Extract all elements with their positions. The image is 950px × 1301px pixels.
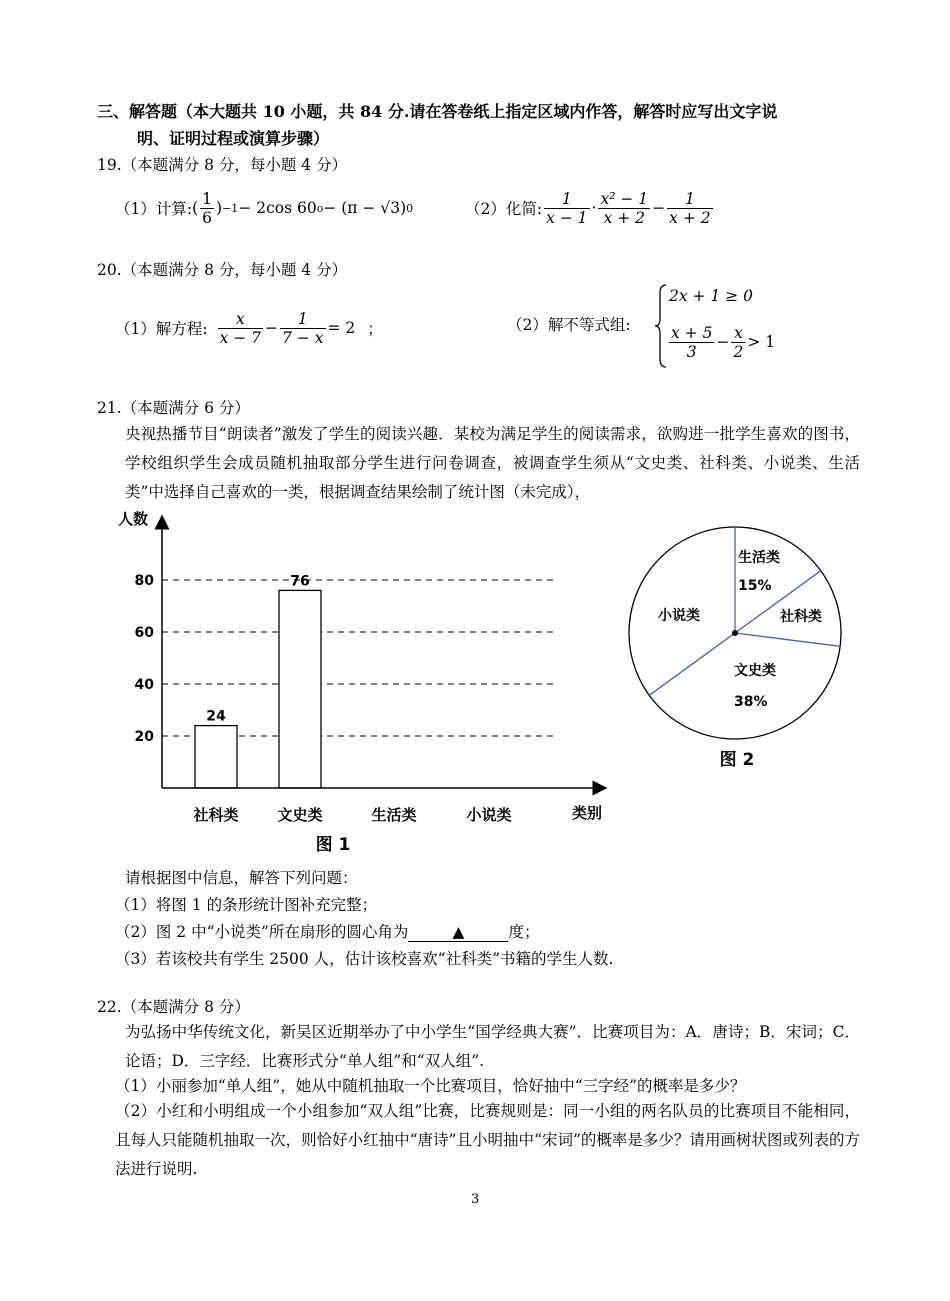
fraction-numerator: x² − 1 [600,189,649,208]
q21-sub2 [115,920,539,942]
x-tick-label: 社科类 [193,806,239,824]
q20-part1 [115,303,383,353]
fraction-numerator: 1 [202,189,213,208]
q21-sub1: （1）将图 1 的条形统计图补充完整； [115,896,378,914]
brace-icon [654,283,668,369]
q20-p1-minus: − [265,319,279,337]
q19-p2-label: （2）化简: [465,200,543,218]
fraction-denominator: 2 [733,342,744,361]
q22-sub2: （2）小红和小明组成一个小组参加“双人组”比赛，比赛规则是：同一小组的两名队员的比赛项目不能相同，且每人只能随机抽取一次，则恰好小红抽中“唐诗”且小明抽中“宋词”的概率是多少？请用画树状图或列表的方法进行说明. [115,1102,860,1178]
y-tick-label: 80 [134,573,154,589]
fraction-numerator: 1 [297,309,308,328]
pie-percent-wenshi: 38% [734,694,768,710]
q21-sub2-text: （2）图 2 中“小说类”所在扇形的圆心角为 [115,923,409,941]
q20-p2-gt: > 1 [747,333,776,351]
pie-center [732,630,738,636]
answer-blank[interactable] [408,923,508,942]
q20-p1-label: （1）解方程: [115,320,208,338]
q19-p1-close: ) [216,199,223,217]
q19-p1-pi: − (π − √3) [323,199,407,217]
q20-p2-fraction-1 [669,324,714,361]
fraction-numerator: x + 5 [671,323,713,342]
q21-prompt: 请根据图中信息，解答下列问题： [125,869,358,887]
fraction-denominator: 6 [202,208,213,227]
q20-p2-minus: − [716,333,730,351]
bar-value-label: 24 [206,708,226,725]
x-tick-label: 小说类 [466,806,512,824]
q21-sub2-unit: 度； [508,923,540,941]
bar-value-label: 76 [290,573,310,590]
q19-p1-cos: − 2cos 60 [238,199,317,217]
q19-header: 19.（本题满分 8 分，每小题 4 分） [97,156,348,174]
x-tick-label: 生活类 [371,806,417,824]
q20-p1-fraction-2 [280,310,325,347]
fraction-denominator: x + 2 [598,208,650,227]
bar-chart-title: 图 1 [315,835,351,855]
fraction-denominator: x − 7 [219,328,262,347]
q19-p1-open: ( [192,199,199,217]
y-tick-label: 40 [134,677,154,693]
q20-p2-label: （2）解不等式组: [507,316,631,334]
section-title-cont: 明、证明过程或演算步骤） [137,129,330,148]
pie-chart [622,520,852,780]
bar [195,726,237,788]
y-tick-label: 60 [134,625,154,641]
fraction-numerator: 1 [561,189,572,208]
triangle-icon: ▲ [452,923,465,941]
q21-intro: 央视热播节目“朗读者”激发了学生的阅读兴趣．某校为满足学生的阅读需求，欲购进一批学生喜欢的图书，学校组织学生会成员随机抽取部分学生进行问卷调查，被调查学生须从“文史类、社科类、小说类、生活类”中选择自己喜欢的一类，根据调查结果绘制了统计图（未完成）， [125,425,860,501]
q21-header: 21.（本题满分 6 分） [97,399,250,417]
y-axis-label: 人数 [118,510,149,528]
q22-header: 22.（本题满分 8 分） [97,998,250,1016]
fraction-denominator: 3 [669,342,714,361]
fraction-numerator: 1 [684,189,695,208]
q20-p1-fraction-1 [218,310,263,347]
pie-label-shenghuo: 生活类 [738,550,780,566]
q20-p2-line2 [667,316,775,368]
q20-header: 20.（本题满分 8 分，每小题 4 分） [97,261,348,279]
q20-p1-semicolon: ； [367,320,383,338]
q19-p2-fraction-2 [598,190,650,227]
pie-percent-shenghuo: 15% [738,578,772,594]
q19-p2-minus: − [652,199,666,217]
q19-p1-zero-exponent: 0 [406,201,414,215]
fraction-numerator: x [734,323,743,342]
y-tick-label: 20 [134,729,154,745]
q19-p2-dot: · [591,199,597,217]
q19-p1-fraction [200,190,214,227]
q22-sub1: （1）小丽参加“单人组”，她从中随机抽取一个比赛项目，恰好抽中“三字经”的概率是多少？ [115,1077,746,1095]
bar [279,590,321,788]
x-axis-label: 类别 [572,804,603,822]
bar-chart [100,500,620,860]
pie-slice-boundary [735,633,840,646]
fraction-numerator: x [235,309,245,328]
q20-p2-fraction-2 [731,324,745,361]
fraction-denominator: x + 2 [669,208,711,227]
pie-label-xiaoshuo: 小说类 [658,608,700,624]
q19-part1 [115,183,413,233]
q21-sub3: （3）若该校共有学生 2500 人，估计该校喜欢“社科类”书籍的学生人数. [115,950,614,968]
q19-p2-fraction-3 [667,190,712,227]
x-tick-label: 文史类 [277,806,323,824]
q19-part2 [465,180,715,236]
q19-p1-degree: o [316,201,324,215]
q20-p2-line1: 2x + 1 ≥ 0 [669,287,754,305]
fraction-denominator: x − 1 [546,208,588,227]
section-title: 三、解答题（本大题共 10 小题，共 84 分.请在答卷纸上指定区域内作答，解答时应写出文字说 [97,102,778,121]
q20-p1-equals: = 2 [327,319,356,337]
fraction-denominator: 7 − x [282,328,324,347]
pie-slice-boundary [649,633,735,695]
q19-p1-label: （1）计算: [115,200,193,218]
pie-label-wenshi: 文史类 [734,663,776,679]
page-number: 3 [471,1192,480,1207]
pie-chart-title: 图 2 [719,750,755,770]
pie-label-sheke: 社科类 [780,609,822,625]
q19-p1-exponent: −1 [222,201,239,215]
q19-p2-fraction-1 [544,190,589,227]
q22-intro: 为弘扬中华传统文化，新吴区近期举办了中小学生“国学经典大赛”．比赛项目为：A．唐诗；B．宋词；C．论语；D．三字经．比赛形式分“单人组”和“双人组”. [125,1023,860,1070]
